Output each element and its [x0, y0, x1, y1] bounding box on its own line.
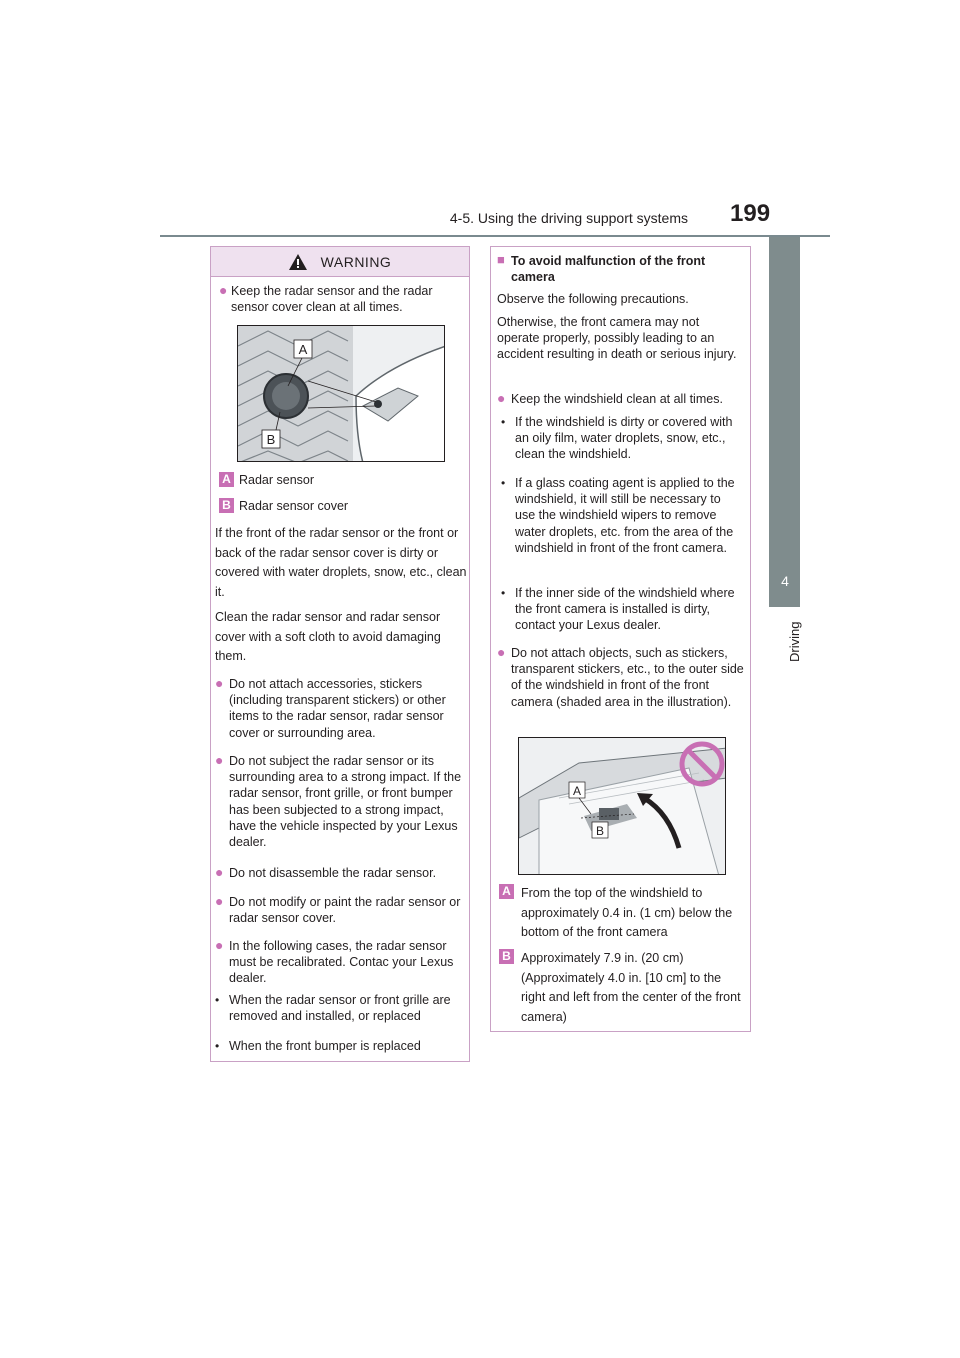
right-subitem-1 [501, 414, 743, 463]
subitem-dot: • [501, 415, 506, 429]
right-subitem-2 [501, 475, 743, 556]
front-camera-heading [497, 253, 745, 285]
chapter-number: 4 [781, 573, 789, 589]
right-subitem-3 [501, 585, 743, 634]
subitem-text: If the windshield is dirty or covered with an oily film, water droplets, snow, etc., clean the windshield. [515, 415, 733, 462]
chapter-label [772, 614, 802, 674]
radar-sensor-illustration [237, 325, 445, 462]
bullet-icon: ● [497, 644, 506, 660]
bullet-icon: ● [497, 390, 506, 406]
subitem-dot: • [215, 1039, 220, 1053]
page-header [0, 0, 960, 240]
warning-header [211, 247, 469, 277]
legend-text-a: From the top of the windshield to approximately 0.4 in. (1 cm) below the bottom of the front camera [521, 886, 733, 939]
windshield-illustration-graphic [519, 738, 726, 875]
warning-bullet-2 [215, 676, 465, 741]
bullet-icon: ● [215, 937, 224, 953]
bullet-icon: ● [215, 893, 224, 909]
figure-callout-a: A [298, 342, 308, 357]
subitem-dot: • [501, 586, 506, 600]
legend-marker-a: A [499, 884, 514, 899]
bullet-text: Do not subject the radar sensor or its surrounding area to a strong impact. If the radar sensor, front grille, or front bumper has been subjected to a strong impact, have the vehicle inspected by your Lexus dealer. [229, 754, 462, 850]
right-paragraph-1: Observe the following precautions. [497, 292, 689, 306]
bullet-text: Do not attach accessories, stickers (including transparent stickers) or other items to the radar sensor, radar sensor cover or surrounding area. [229, 677, 446, 740]
figure-callout-b: B [266, 432, 276, 447]
legend-marker-a: A [219, 472, 234, 487]
bullet-icon: ● [215, 864, 224, 880]
radar-illustration-graphic [238, 326, 445, 462]
warning-subitem-1 [215, 992, 465, 1024]
chapter-tab [769, 237, 800, 607]
right-paragraph-2: Otherwise, the front camera may not operate properly, possibly leading to an accident resulting in death or serious injury. [497, 315, 737, 362]
subitem-text: If the inner side of the windshield where the front camera is installed is dirty, contact your Lexus dealer. [515, 586, 735, 633]
subitem-dot: • [501, 476, 506, 490]
heading-text: To avoid malfunction of the front camera [511, 254, 706, 285]
bullet-icon: ● [215, 675, 224, 691]
bullet-text: Do not disassemble the radar sensor. [229, 866, 437, 880]
right-bullet-2 [497, 645, 745, 710]
figure-callout-a: A [572, 784, 582, 798]
legend-marker-b: B [499, 949, 514, 964]
warning-subitem-2 [215, 1038, 465, 1054]
warning-bullet-3 [215, 753, 465, 850]
subitem-text: When the radar sensor or front grille are removed and installed, or replaced [229, 993, 451, 1024]
warning-paragraph-1: If the front of the radar sensor or the front or back of the radar sensor cover is dirty or covered with water droplets, snow, etc., clean it. [215, 526, 467, 599]
bullet-text: Keep the windshield clean at all times. [511, 392, 723, 406]
warning-bullet-1 [219, 283, 464, 315]
bullet-icon: ● [219, 282, 228, 298]
bullet-icon: ● [215, 752, 224, 768]
windshield-camera-illustration [518, 737, 726, 875]
subitem-text: When the front bumper is replaced [229, 1039, 421, 1053]
subitem-dot: • [215, 993, 220, 1007]
warning-bullet-5 [215, 894, 465, 926]
warning-paragraph-2: Clean the radar sensor and radar sensor cover with a soft cloth to avoid damaging them. [215, 610, 441, 663]
bullet-text: Do not modify or paint the radar sensor or radar sensor cover. [229, 895, 461, 926]
legend-marker-b: B [219, 498, 234, 513]
warning-title: WARNING [320, 253, 392, 270]
section-title: 4-5. Using the driving support systems [449, 210, 688, 226]
square-bullet-icon: ■ [497, 252, 505, 267]
bullet-text: Do not attach objects, such as stickers, transparent stickers, etc., to the outer side of the windshield in front of the front camera (shaded area in the illustration). [511, 646, 744, 709]
legend-text-a: Radar sensor [239, 473, 315, 487]
bullet-text: In the following cases, the radar sensor must be recalibrated. Contac your Lexus dealer. [229, 939, 454, 986]
right-bullet-1 [497, 391, 745, 407]
header-divider [160, 235, 830, 237]
legend-text-b: Radar sensor cover [239, 499, 349, 513]
page-number: 199 [730, 200, 771, 227]
warning-bullet-4 [215, 865, 465, 881]
front-camera-box [490, 246, 751, 1032]
warning-triangle-icon [289, 254, 307, 270]
bullet-text: Keep the radar sensor and the radar sensor cover clean at all times. [231, 284, 433, 315]
figure-callout-b: B [595, 824, 605, 838]
warning-box [210, 246, 470, 1062]
legend-text-b: Approximately 7.9 in. (20 cm) (Approximately 4.0 in. [10 cm] to the right and left from the center of the front camera) [521, 951, 741, 1024]
subitem-text: If a glass coating agent is applied to the windshield, it will still be necessary to use the windshield wipers to remove water droplets, etc. from the area of the windshield in front of the front camera. [515, 476, 735, 555]
chapter-label-text: Driving [787, 621, 802, 662]
warning-bullet-6 [215, 938, 465, 987]
